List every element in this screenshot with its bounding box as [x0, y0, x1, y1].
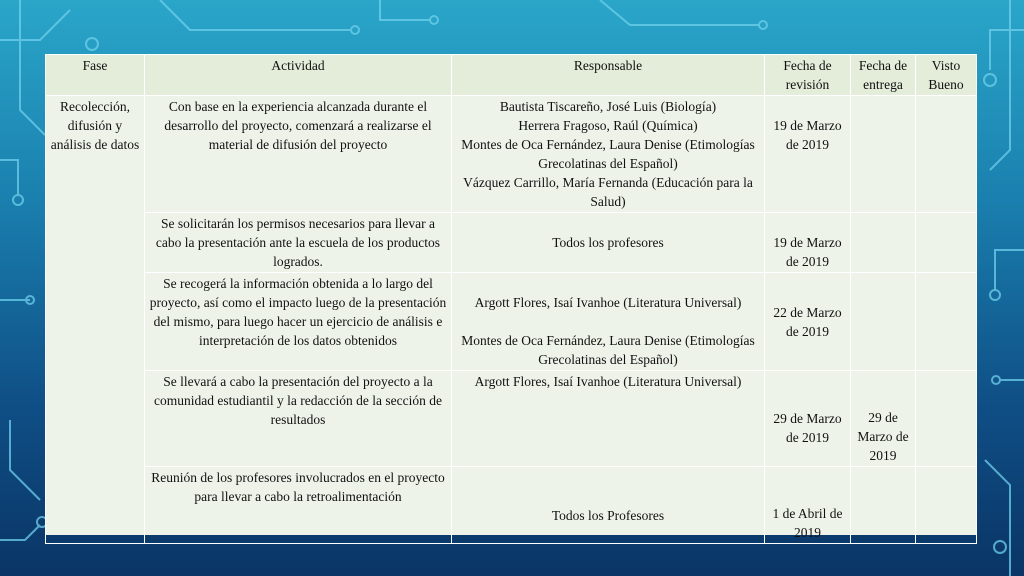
header-actividad: Actividad	[145, 55, 452, 96]
responsible-name: Montes de Oca Fernández, Laura Denise (Etimologías Grecolatinas del Español)	[461, 137, 755, 171]
phase-cell: Recolección, difusión y análisis de datos	[46, 96, 145, 544]
review-date-cell: 22 de Marzo de 2019	[765, 273, 851, 371]
table-row	[46, 96, 977, 213]
approval-cell	[916, 273, 977, 371]
responsible-name: Vázquez Carrillo, María Fernanda (Educación para la Salud)	[463, 175, 753, 209]
review-date-cell: 19 de Marzo de 2019	[765, 213, 851, 273]
approval-cell	[916, 467, 977, 544]
delivery-date-cell	[851, 273, 916, 371]
header-responsable: Responsable	[452, 55, 765, 96]
schedule-table	[45, 54, 977, 544]
review-date-cell: 19 de Marzo de 2019	[765, 96, 851, 213]
approval-cell	[916, 213, 977, 273]
schedule-table-container	[45, 54, 976, 540]
approval-cell	[916, 371, 977, 467]
responsible-name: Argott Flores, Isaí Ivanhoe (Literatura Universal)	[474, 295, 742, 310]
header-fecha-entrega: Fecha de entrega	[851, 55, 916, 96]
responsible-name: Todos los profesores	[552, 235, 664, 250]
delivery-date-cell	[851, 467, 916, 544]
responsible-name: Herrera Fragoso, Raúl (Química)	[518, 118, 698, 133]
header-fecha-revision: Fecha de revisión	[765, 55, 851, 96]
delivery-date-cell	[851, 96, 916, 213]
responsible-cell	[452, 467, 765, 544]
activity-cell: Con base en la experiencia alcanzada durante el desarrollo del proyecto, comenzará a realizarse el material de difusión del proyecto	[145, 96, 452, 213]
review-date-cell: 1 de Abril de 2019	[765, 467, 851, 544]
table-row	[46, 273, 977, 371]
delivery-date-cell	[851, 213, 916, 273]
header-visto-bueno: Visto Bueno	[916, 55, 977, 96]
header-fase: Fase	[46, 55, 145, 96]
responsible-cell	[452, 273, 765, 371]
responsible-cell	[452, 96, 765, 213]
activity-cell: Se llevará a cabo la presentación del proyecto a la comunidad estudiantil y la redacción de la sección de resultados	[145, 371, 452, 467]
activity-cell: Reunión de los profesores involucrados en el proyecto para llevar a cabo la retroalimentación	[145, 467, 452, 544]
responsible-name: Argott Flores, Isaí Ivanhoe (Literatura Universal)	[474, 374, 742, 389]
table-header-row	[46, 55, 977, 96]
responsible-name: Bautista Tiscareño, José Luis (Biología)	[499, 99, 717, 114]
spacer	[455, 312, 761, 331]
table-row	[46, 371, 977, 467]
delivery-date-cell: 29 de Marzo de 2019	[851, 371, 916, 467]
responsible-name: Todos los Profesores	[551, 508, 665, 523]
activity-cell: Se recogerá la información obtenida a lo largo del proyecto, así como el impacto luego de la presentación del mismo, para luego hacer un ejercicio de análisis e interpretación de los datos obtenidos	[145, 273, 452, 371]
table-row	[46, 213, 977, 273]
activity-cell: Se solicitarán los permisos necesarios para llevar a cabo la presentación ante la escuela de los productos logrados.	[145, 213, 452, 273]
table-row	[46, 467, 977, 544]
responsible-cell	[452, 213, 765, 273]
approval-cell	[916, 96, 977, 213]
review-date-cell: 29 de Marzo de 2019	[765, 371, 851, 467]
responsible-cell	[452, 371, 765, 467]
responsible-name: Montes de Oca Fernández, Laura Denise (Etimologías Grecolatinas del Español)	[461, 333, 755, 367]
